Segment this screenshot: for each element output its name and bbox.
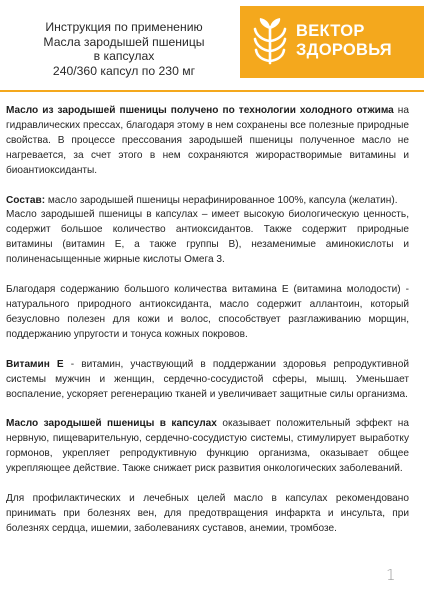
- brand-line-1: ВЕКТОР: [296, 22, 365, 40]
- title-line-2: Масла зародышей пшеницы: [43, 34, 205, 49]
- brand-name: [296, 22, 392, 60]
- paragraph-biological-value: [6, 208, 409, 268]
- paragraph-text: - витамин, участвующий в поддержании здоровья репродуктивной системы мужчин и женщин, сердечно-сосудистой сферы, мышц. Уменьшает воспаление, ускоряет регенерацию тканей и увеличивает защитные силы организма.: [6, 358, 409, 400]
- title-line-3: в капсулах: [93, 49, 155, 63]
- paragraph-text: Для профилактических и лечебных целей масло в капсулах рекомендовано принимать при болезнях вен, для предотвращения инфаркта и инсульта, при болезнях сердца, ишемии, заболеваниях суставов, анемии, тромбозе.: [6, 493, 409, 534]
- paragraph-bold-lead: Состав:: [6, 194, 46, 206]
- paragraph-bold-lead: Масло зародышей пшеницы в капсулах: [6, 418, 217, 430]
- paragraph-composition: [6, 194, 409, 209]
- paragraph-text: масло зародышей пшеницы нерафинированное 100%, капсула (желатин).: [45, 194, 398, 206]
- header-divider: [0, 90, 424, 92]
- page-number: 1: [386, 566, 396, 584]
- title-line-4: 240/360 капсул по 230 мг: [52, 63, 196, 78]
- instruction-text: [6, 104, 409, 552]
- document-title: [8, 20, 240, 78]
- paragraph-text: на гидравлических прессах, благодаря этому в нем сохранены все полезные природные свойства. В процессе прессования зародышей пшеницы полученное масло не нагревается, за счет этого в нем сохраняются жирорастворимые витамины и биоантиоксиданты.: [6, 105, 409, 176]
- document-header: [0, 0, 424, 92]
- paragraph-bold-lead: Витамин Е: [6, 358, 64, 370]
- title-line-1: Инструкция по применению: [45, 20, 203, 34]
- paragraph-effects: [6, 417, 409, 477]
- brand-line-2: ЗДОРОВЬЯ: [296, 41, 392, 59]
- brand-logo: [240, 6, 424, 78]
- paragraph-vitamin-e-content: [6, 283, 409, 343]
- paragraph-production: [6, 104, 409, 179]
- paragraph-text: Благодаря содержанию большого количества витамина Е (витамина молодости) - натурального природного антиоксиданта, масло содержит аллантоин, который безусловно полезен для кожи и волос, способствует разглаживанию морщин, поддержанию упругости и тонуса кожных покровов.: [6, 284, 409, 340]
- paragraph-bold-lead: Масло из зародышей пшеницы получено по технологии холодного отжима: [6, 105, 394, 116]
- wheat-icon: [250, 17, 290, 67]
- paragraph-text: Масло зародышей пшеницы в капсулах – имеет высокую биологическую ценность, содержит большое количество антиоксидантов. Также содержит природные витамины (витамин Е, а также группы В), незаменимые аминокислоты и полиненасыщенные жирные кислоты Омега 3.: [6, 209, 409, 266]
- paragraph-text: оказывает положительный эффект на нервную, пищеварительную, сердечно-сосудистую системы, стимулирует выработку гормонов, укрепляет репродуктивную функцию организма, оказывает общее укрепляющее действие. Также снижает риск развития онкологических заболеваний.: [6, 418, 409, 475]
- paragraph-recommendations: [6, 492, 409, 537]
- paragraph-vitamin-e: [6, 358, 409, 403]
